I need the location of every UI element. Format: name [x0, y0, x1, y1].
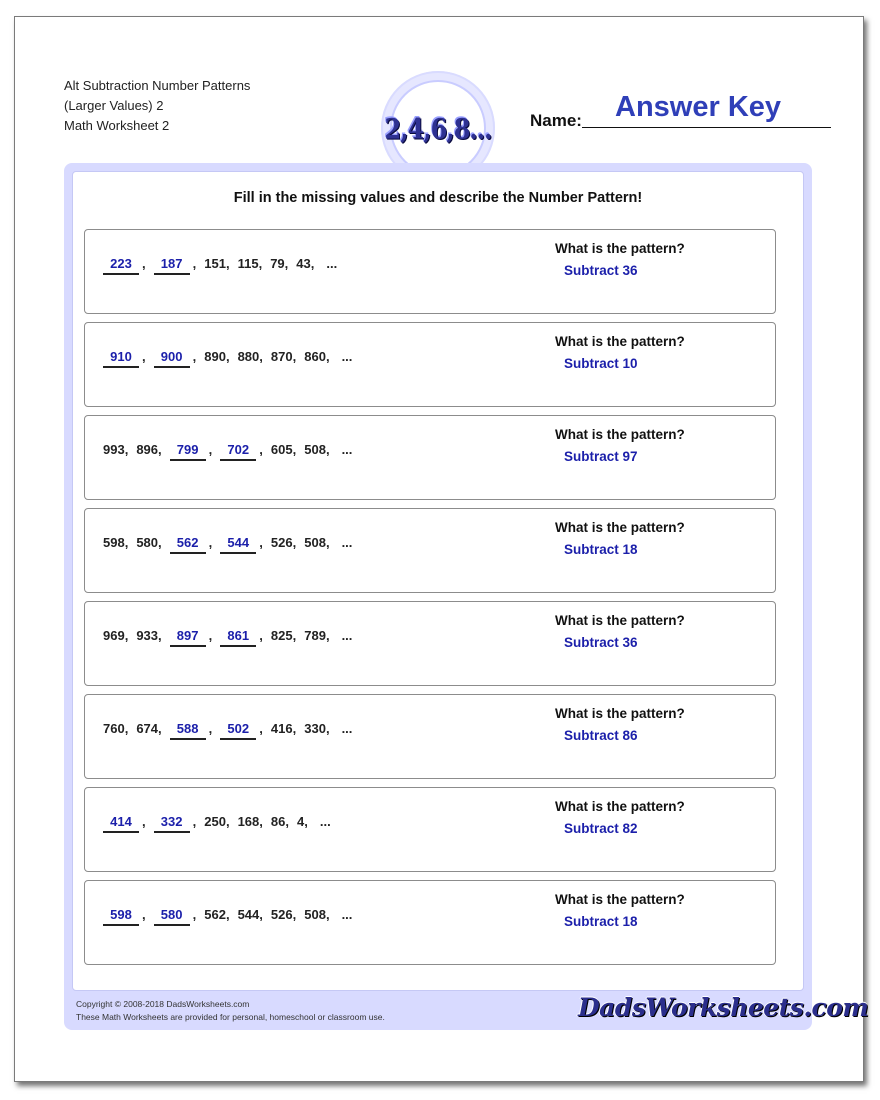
pattern-question: What is the pattern?	[555, 241, 685, 256]
sequence-ellipsis: ...	[326, 256, 338, 271]
sequence-ellipsis: ...	[341, 442, 353, 457]
number-sequence: 223 , 187 , 151, 115, 79, 43, ...	[103, 255, 337, 277]
pattern-question: What is the pattern?	[555, 427, 685, 442]
copyright-text: Copyright © 2008-2018 DadsWorksheets.com	[76, 999, 250, 1009]
given-term: 674,	[136, 721, 162, 736]
sequence-ellipsis: ...	[319, 814, 331, 829]
answer-blank[interactable]: 544	[220, 534, 256, 554]
given-term: 115,	[237, 256, 263, 271]
answer-blank[interactable]: 580	[154, 906, 190, 926]
problem-box	[84, 322, 776, 407]
given-term: 4,	[297, 814, 308, 829]
logo-text: 2,4,6,8...	[384, 111, 492, 145]
answer-key-label: Answer Key	[615, 91, 782, 123]
name-line	[582, 127, 831, 128]
given-term: 151,	[204, 256, 230, 271]
pattern-answer[interactable]: Subtract 18	[564, 542, 638, 557]
given-term: 43,	[296, 256, 315, 271]
given-term: 933,	[136, 628, 162, 643]
given-term: 880,	[237, 349, 263, 364]
sequence-ellipsis: ...	[341, 907, 353, 922]
given-term: 896,	[136, 442, 162, 457]
pattern-answer[interactable]: Subtract 36	[564, 635, 638, 650]
given-term: 250,	[204, 814, 230, 829]
footer-copyright	[76, 998, 385, 1024]
pattern-answer[interactable]: Subtract 82	[564, 821, 638, 836]
pattern-question: What is the pattern?	[555, 613, 685, 628]
pattern-answer[interactable]: Subtract 36	[564, 263, 638, 278]
problem-box	[84, 601, 776, 686]
answer-blank[interactable]: 223	[103, 255, 139, 275]
answer-blank[interactable]: 502	[220, 720, 256, 740]
answer-blank[interactable]: 414	[103, 813, 139, 833]
given-term: 789,	[304, 628, 330, 643]
given-term: 825,	[270, 628, 297, 643]
sequence-ellipsis: ...	[341, 628, 353, 643]
given-term: 760,	[103, 721, 129, 736]
given-term: 526,	[270, 907, 297, 922]
pattern-question: What is the pattern?	[555, 892, 685, 907]
answer-blank[interactable]: 702	[220, 441, 256, 461]
number-sequence: 969, 933, 897 , 861 , 825, 789, ...	[103, 627, 352, 649]
given-term: 86,	[270, 814, 289, 829]
number-sequence: 598 , 580 , 562, 544, 526, 508, ...	[103, 906, 352, 928]
pattern-question: What is the pattern?	[555, 799, 685, 814]
given-term: 993,	[103, 442, 129, 457]
given-term: 168,	[237, 814, 263, 829]
given-term: 508,	[304, 535, 330, 550]
problem-box	[84, 694, 776, 779]
number-sequence: 598, 580, 562 , 544 , 526, 508, ...	[103, 534, 352, 556]
given-term: 890,	[204, 349, 230, 364]
answer-blank[interactable]: 910	[103, 348, 139, 368]
answer-blank[interactable]: 588	[170, 720, 206, 740]
title-line-2: (Larger Values) 2	[64, 98, 164, 113]
answer-blank[interactable]: 897	[170, 627, 206, 647]
given-term: 544,	[237, 907, 263, 922]
answer-blank[interactable]: 598	[103, 906, 139, 926]
worksheet-title	[64, 76, 250, 136]
given-term: 330,	[304, 721, 330, 736]
given-term: 580,	[136, 535, 162, 550]
number-sequence: 414 , 332 , 250, 168, 86, 4, ...	[103, 813, 331, 835]
pattern-question: What is the pattern?	[555, 520, 685, 535]
given-term: 562,	[204, 907, 230, 922]
given-term: 860,	[304, 349, 330, 364]
given-term: 508,	[304, 442, 330, 457]
name-label: Name:	[530, 111, 582, 130]
usage-notice: These Math Worksheets are provided for personal, homeschool or classroom use.	[76, 1012, 385, 1022]
number-sequence: 910 , 900 , 890, 880, 870, 860, ...	[103, 348, 352, 370]
pattern-answer[interactable]: Subtract 97	[564, 449, 638, 464]
given-term: 79,	[270, 256, 289, 271]
answer-blank[interactable]: 187	[154, 255, 190, 275]
given-term: 526,	[270, 535, 297, 550]
answer-blank[interactable]: 799	[170, 441, 206, 461]
sequence-ellipsis: ...	[341, 721, 353, 736]
answer-blank[interactable]: 900	[154, 348, 190, 368]
answer-blank[interactable]: 562	[170, 534, 206, 554]
problem-box	[84, 880, 776, 965]
problem-box	[84, 787, 776, 872]
pattern-answer[interactable]: Subtract 86	[564, 728, 638, 743]
given-term: 969,	[103, 628, 129, 643]
given-term: 605,	[270, 442, 297, 457]
answer-blank[interactable]: 861	[220, 627, 256, 647]
pattern-question: What is the pattern?	[555, 334, 685, 349]
given-term: 508,	[304, 907, 330, 922]
given-term: 870,	[270, 349, 297, 364]
sequence-ellipsis: ...	[341, 349, 353, 364]
number-sequence: 760, 674, 588 , 502 , 416, 330, ...	[103, 720, 352, 742]
title-line-1: Alt Subtraction Number Patterns	[64, 78, 251, 93]
dadsworksheets-logo: DadsWorksheets.com	[578, 993, 869, 1022]
given-term: 598,	[103, 535, 129, 550]
answer-blank[interactable]: 332	[154, 813, 190, 833]
problem-box	[84, 229, 776, 314]
problem-box	[84, 415, 776, 500]
pattern-answer[interactable]: Subtract 18	[564, 914, 638, 929]
sequence-ellipsis: ...	[341, 535, 353, 550]
number-sequence: 993, 896, 799 , 702 , 605, 508, ...	[103, 441, 352, 463]
title-line-3: Math Worksheet 2	[64, 118, 170, 133]
given-term: 416,	[270, 721, 297, 736]
pattern-answer[interactable]: Subtract 10	[564, 356, 638, 371]
problem-box	[84, 508, 776, 593]
instructions: Fill in the missing values and describe the Number Pattern!	[233, 190, 643, 206]
pattern-question: What is the pattern?	[555, 706, 685, 721]
